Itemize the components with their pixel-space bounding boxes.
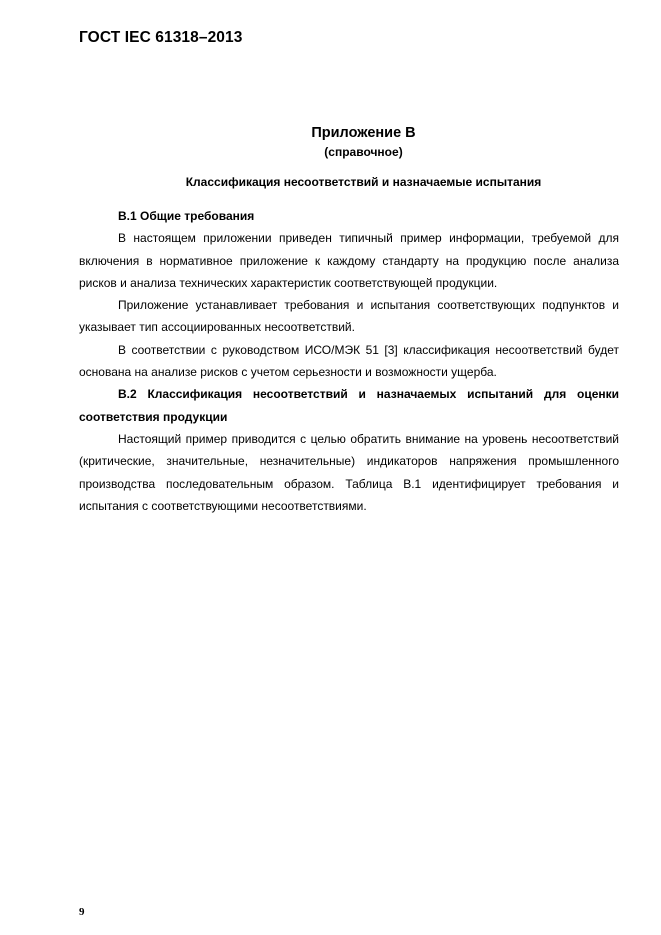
page-number: 9: [79, 906, 85, 918]
appendix-subtitle: (справочное): [324, 145, 403, 159]
paragraph: В соответствии с руководством ИСО/МЭК 51 [3] классификация несоответствий будет основана на анализе рисков с учетом серьезности и возможности ущерба.: [79, 342, 619, 380]
appendix-title: Приложение В: [311, 125, 416, 141]
document-body: [79, 205, 619, 517]
section-heading: В.1 Общие требования: [118, 209, 255, 223]
paragraph: Приложение устанавливает требования и испытания соответствующих подпунктов и указывает тип ассоциированных несоответствий.: [79, 298, 619, 335]
document-header-id: ГОСТ IEC 61318–2013: [79, 29, 243, 46]
section-heading: В.2 Классификация несоответствий и назначаемых испытаний для оценки соответствия продукции: [79, 387, 619, 424]
appendix-heading: Классификация несоответствий и назначаемые испытания: [185, 175, 542, 189]
paragraph: В настоящем приложении приведен типичный пример информации, требуемой для включения в нормативное приложение к каждому стандарту на продукцию после анализа рисков и анализа технических характеристик соответствующей продукции.: [79, 231, 619, 290]
paragraph: Настоящий пример приводится с целью обратить внимание на уровень несоответствий (критические, значительные, незначительные) индикаторов напряжения промышленного производства последовательным образом. Таблица В.1 идентифицирует требования и испытания с соответствующими несоответствиями.: [79, 431, 619, 513]
